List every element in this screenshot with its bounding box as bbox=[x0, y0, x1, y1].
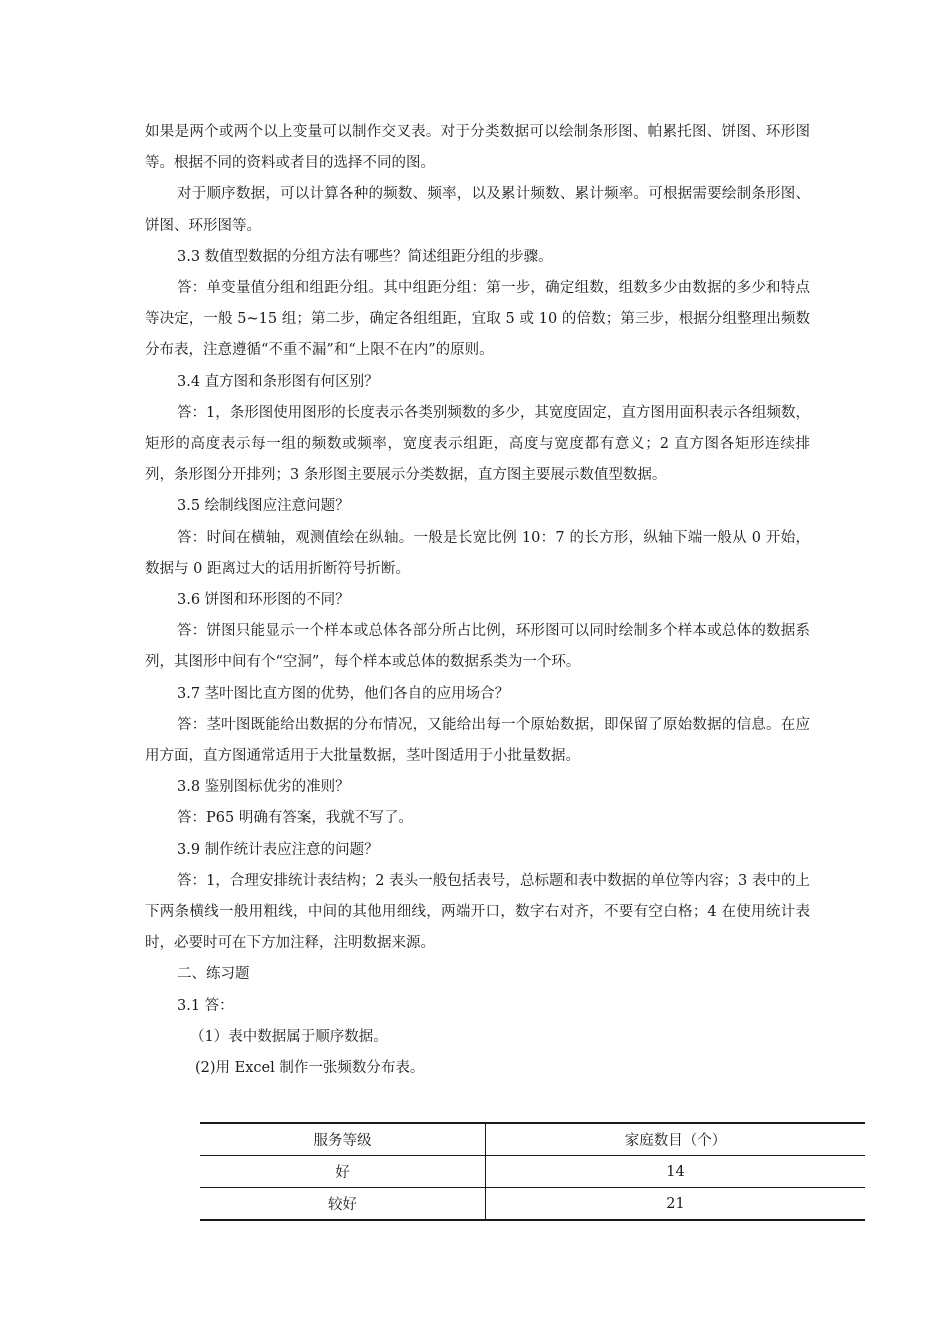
question-heading: 3.9 制作统计表应注意的问题？ bbox=[177, 841, 379, 858]
answer-paragraph: 答：1，条形图使用图形的长度表示各类别频数的多少，其宽度固定，直方图用面积表示各组频数，矩形的高度表示每一组的频数或频率，宽度表示组距，高度与宽度都有意义；2 直方图各矩形连续排列，条形图分开排列；3 条形图主要展示分类数据，直方图主要展示数值型数据。 bbox=[145, 404, 810, 484]
table-cell: 好 bbox=[200, 1156, 486, 1188]
exercise-heading: 3.1 答： bbox=[177, 997, 234, 1014]
question-heading: 3.7 茎叶图比直方图的优势，他们各自的应用场合？ bbox=[177, 685, 510, 702]
answer-paragraph: 答：1，合理安排统计表结构；2 表头一般包括表号，总标题和表中数据的单位等内容；3 表中的上下两条横线一般用粗线，中间的其他用细线，两端开口，数字右对齐，不要有空白格；4 在使用统计表时，必要时可在下方加注释，注明数据来源。 bbox=[145, 872, 810, 952]
section-heading: 二、练习题 bbox=[177, 966, 250, 983]
exercise-answer: (2)用 Excel 制作一张频数分布表。 bbox=[195, 1060, 425, 1077]
exercise-answer: （1）表中数据属于顺序数据。 bbox=[190, 1028, 388, 1045]
table-cell: 较好 bbox=[200, 1188, 486, 1221]
question-heading: 3.3 数值型数据的分组方法有哪些？简述组距分组的步骤。 bbox=[177, 248, 553, 265]
answer-paragraph: 答：P65 明确有答案，我就不写了。 bbox=[177, 810, 413, 827]
answer-paragraph: 答：饼图只能显示一个样本或总体各部分所占比例，环形图可以同时绘制多个样本或总体的数据系列，其图形中间有个“空洞”，每个样本或总体的数据系类为一个环。 bbox=[145, 623, 810, 671]
question-heading: 3.8 鉴别图标优劣的准则？ bbox=[177, 779, 350, 796]
table-row bbox=[200, 1188, 865, 1221]
table-header-cell: 家庭数目（个） bbox=[486, 1123, 866, 1156]
question-heading: 3.6 饼图和环形图的不同？ bbox=[177, 592, 350, 609]
answer-paragraph: 答：茎叶图既能给出数据的分布情况，又能给出每一个原始数据，即保留了原始数据的信息。在应用方面，直方图通常适用于大批量数据，茎叶图适用于小批量数据。 bbox=[145, 716, 810, 765]
answer-paragraph: 答：时间在横轴，观测值绘在纵轴。一般是长宽比例 10：7 的长方形，纵轴下端一般从 0 开始，数据与 0 距离过大的话用折断符号折断。 bbox=[145, 529, 810, 577]
table-cell: 21 bbox=[486, 1188, 866, 1221]
table-cell: 14 bbox=[486, 1156, 866, 1188]
table-row bbox=[200, 1156, 865, 1188]
document-body bbox=[145, 117, 810, 1084]
answer-paragraph: 答：单变量值分组和组距分组。其中组距分组：第一步，确定组数，组数多少由数据的多少和特点等决定，一般 5~15 组；第二步，确定各组组距，宜取 5 或 10 的倍数；第三步，根据分组整理出频数分布表，注意遵循“不重不漏”和“上限不在内”的原则。 bbox=[145, 280, 810, 359]
question-heading: 3.5 绘制线图应注意问题？ bbox=[177, 498, 350, 515]
table-header-cell: 服务等级 bbox=[200, 1123, 486, 1156]
question-heading: 3.4 直方图和条形图有何区别？ bbox=[177, 373, 379, 390]
table-header-row bbox=[200, 1123, 865, 1156]
frequency-table bbox=[200, 1122, 865, 1221]
paragraph: 如果是两个或两个以上变量可以制作交叉表。对于分类数据可以绘制条形图、帕累托图、饼图、环形图等。根据不同的资料或者目的选择不同的图。 bbox=[145, 124, 810, 172]
paragraph: 对于顺序数据，可以计算各种的频数、频率，以及累计频数、累计频率。可根据需要绘制条形图、饼图、环形图等。 bbox=[145, 186, 810, 234]
